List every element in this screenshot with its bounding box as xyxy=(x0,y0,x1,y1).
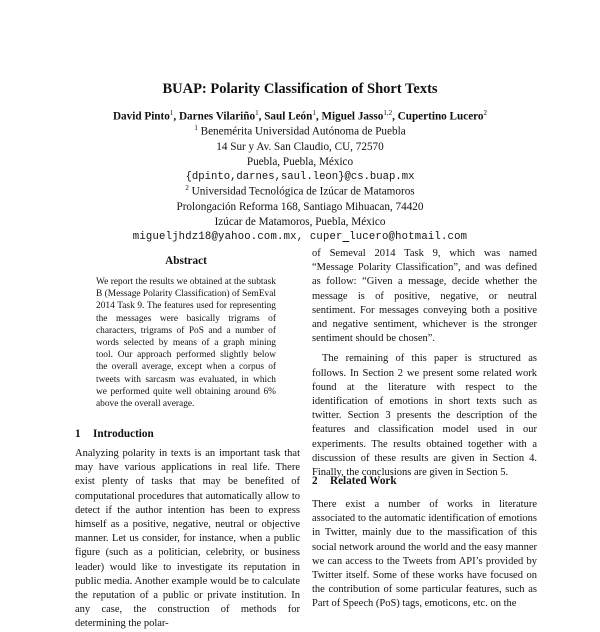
affiliation-mark: 1 xyxy=(194,124,198,132)
affiliation-2 xyxy=(0,181,600,245)
affiliation-email xyxy=(0,230,600,245)
affiliation-city: Puebla, Puebla, México xyxy=(246,155,354,168)
author-name: Saul León xyxy=(264,110,313,123)
affiliation-address: Prolongación Reforma 168, Santiago Mihuacan, 74420 xyxy=(176,200,424,213)
author-name: Darnes Vilariño xyxy=(178,110,256,123)
abstract-text: We report the results we obtained at the subtask B (Message Polarity Classification) of SemEval 2014 Task 9. The features used for representing the messages were basically trigrams of characters, trigrams of PoS and a number of words selected by means of a graph mining tool. Our approach performed slightly below the overall average, except when a corpus of tweets with sarcasm was evaluated, in which we performed quite well obtaining around 6% above the overall average. xyxy=(96,277,276,410)
author-list: David Pinto$^1$, Darnes Vilariño$^1$, Saul León$^1$, Miguel Jasso$^{1,2}$, Cupertino Lucero$^2$ xyxy=(112,109,488,123)
affiliation-mark: 2 xyxy=(185,184,189,192)
affiliation-address: 14 Sur y Av. San Claudio, CU, 72570 xyxy=(216,140,384,153)
author-mark: 1 xyxy=(169,109,174,117)
paragraph: There exist a number of works in literature associated to the automatic identification of emotions in Twitter, mainly due to the massification of this social network around the world and the easy manner we can access to the Tweets from API’s provided by Twitter itself. Some of these works have focused on the contribution of some particular features, such as Part of Speech (PoS) tags, emoticons, etc. on the xyxy=(312,499,537,610)
abstract-heading: Abstract xyxy=(165,255,207,267)
right-column-text xyxy=(312,247,537,480)
section-number: 1 xyxy=(75,428,81,440)
affiliation-email: {dpinto,darnes,saul.leon}@cs.buap.mx xyxy=(185,170,415,183)
section-number: 2 xyxy=(312,475,318,487)
section-title: Introduction xyxy=(93,428,154,440)
author-mark: 1 xyxy=(312,109,316,117)
author-mark: 1 xyxy=(255,109,259,117)
affiliation-1 xyxy=(0,121,600,185)
introduction-text xyxy=(75,447,300,632)
paragraph: of Semeval 2014 Task 9, which was named “Message Polarity Classification”, and was defined as follow: “Given a message, decide whether the message is of positive, negative, or neutral sentiment. For messages conveying both a positive and negative sentiment, whichever is the stronger sentiment should be chosen”. xyxy=(312,248,537,345)
author-mark: 2 xyxy=(483,109,488,117)
author-name: Miguel Jasso xyxy=(321,110,384,123)
paragraph: Analyzing polarity in texts is an important task that may have various applications in real life. There exist plenty of tasks that may be benefited of computational procedures that automatically allow to detect if the author intention has been to express himself as a positive, negative, neutral or objective manner. Let us consider, for instance, when a public figure (such as a politician, celebrity, or business leader) would like to investigate its reputation in public media. Another example would be to calculate the reputation of a public or private institution. In any case, the construction of methods for determining the polar- xyxy=(75,448,300,630)
affiliation-name: Benemérita Universidad Autónoma de Puebla xyxy=(200,125,406,138)
related-work-text xyxy=(312,498,537,612)
paper-title: BUAP: Polarity Classification of Short Texts xyxy=(162,81,438,97)
email-part: lucero@hotmail.com xyxy=(349,230,468,243)
section-title: Related Work xyxy=(330,475,397,487)
email-part: migueljhdz18@yahoo.com.mx, cuper xyxy=(132,230,343,243)
author-name: David Pinto xyxy=(112,110,170,123)
author-name: Cupertino Lucero xyxy=(397,110,484,123)
affiliation-city: Izúcar de Matamoros, Puebla, México xyxy=(214,215,386,228)
section-heading-related-work xyxy=(312,475,397,487)
author-mark: 1,2 xyxy=(383,109,393,117)
section-heading-introduction xyxy=(75,428,154,440)
affiliation-name: Universidad Tecnológica de Izúcar de Matamoros xyxy=(191,185,415,198)
paragraph: The remaining of this paper is structured as follows. In Section 2 we present some related work found at the literature with respect to the identification of emotions in short texts such as twitter. Section 3 presents the description of the features and classification model used in our experiments. The results obtained together with a discussion of these results are given in Section 4. Finally, the conclusions are given in Section 5. xyxy=(312,353,537,479)
